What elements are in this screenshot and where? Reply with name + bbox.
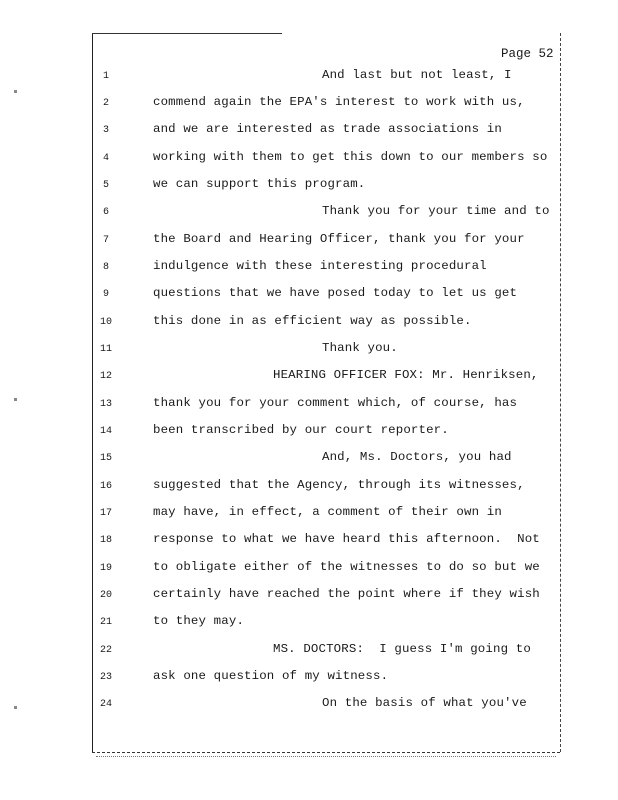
transcript-line [0, 669, 618, 689]
transcript-line [0, 341, 618, 361]
line-text: been transcribed by our court reporter. [153, 423, 449, 437]
transcript-line [0, 204, 618, 224]
line-number: 20 [99, 590, 112, 601]
line-number: 6 [102, 207, 109, 218]
transcript-line [0, 696, 618, 716]
line-number: 12 [99, 371, 112, 382]
line-number: 18 [99, 535, 112, 546]
transcript-line [0, 423, 618, 443]
transcript-line [0, 314, 618, 334]
line-text: we can support this program. [153, 177, 366, 191]
line-text: this done in as efficient way as possible. [153, 314, 472, 328]
line-number: 15 [99, 453, 112, 464]
transcript-line [0, 532, 618, 552]
transcript-line [0, 177, 618, 197]
transcript-line [0, 150, 618, 170]
transcript-line [0, 232, 618, 252]
line-text: Thank you for your time and to [322, 204, 550, 218]
line-text: to they may. [153, 614, 245, 628]
line-text: response to what we have heard this afternoon. Not [153, 532, 540, 546]
transcript-line [0, 95, 618, 115]
transcript-line [0, 505, 618, 525]
line-text: ask one question of my witness. [153, 669, 389, 683]
line-number: 21 [99, 617, 112, 628]
line-number: 3 [102, 125, 109, 136]
scan-speck [14, 90, 17, 93]
line-text: working with them to get this down to our members so [153, 150, 548, 164]
transcript-line [0, 368, 618, 388]
line-number: 9 [102, 289, 109, 300]
page-number: Page 52 [501, 47, 554, 61]
line-number: 7 [102, 235, 109, 246]
bottom-rule-secondary [96, 756, 556, 757]
transcript-line [0, 286, 618, 306]
line-number: 13 [99, 399, 112, 410]
line-number: 10 [99, 317, 112, 328]
line-number: 5 [102, 180, 109, 191]
line-number: 2 [102, 98, 109, 109]
line-text: and we are interested as trade associations in [153, 122, 502, 136]
top-rule [92, 33, 282, 34]
line-number: 4 [102, 153, 109, 164]
line-text: suggested that the Agency, through its witnesses, [153, 478, 525, 492]
line-number: 23 [99, 672, 112, 683]
line-number: 19 [99, 563, 112, 574]
line-text: thank you for your comment which, of course, has [153, 396, 518, 410]
transcript-line [0, 614, 618, 634]
transcript-line [0, 450, 618, 470]
bottom-rule [92, 752, 560, 753]
line-text: may have, in effect, a comment of their own in [153, 505, 502, 519]
line-text: commend again the EPA's interest to work with us, [153, 95, 525, 109]
transcript-line [0, 478, 618, 498]
line-text: Thank you. [322, 341, 398, 355]
line-text: certainly have reached the point where if they wish [153, 587, 540, 601]
transcript-line [0, 259, 618, 279]
line-number: 1 [102, 71, 109, 82]
line-text: And, Ms. Doctors, you had [322, 450, 512, 464]
line-number: 22 [99, 645, 112, 656]
line-number: 16 [99, 481, 112, 492]
line-text: On the basis of what you've [322, 696, 527, 710]
line-text: to obligate either of the witnesses to do so but we [153, 560, 540, 574]
line-text: questions that we have posed today to let us get [153, 286, 518, 300]
line-number: 11 [99, 344, 112, 355]
line-text: And last but not least, I [322, 68, 512, 82]
transcript-line [0, 642, 618, 662]
line-text: MS. DOCTORS: I guess I'm going to [273, 642, 531, 656]
line-number: 14 [99, 426, 112, 437]
transcript-line [0, 560, 618, 580]
line-number: 8 [102, 262, 109, 273]
line-text: HEARING OFFICER FOX: Mr. Henriksen, [273, 368, 539, 382]
transcript-line [0, 587, 618, 607]
transcript-line [0, 396, 618, 416]
line-text: the Board and Hearing Officer, thank you for your [153, 232, 525, 246]
transcript-line [0, 122, 618, 142]
line-number: 17 [99, 508, 112, 519]
transcript-line [0, 68, 618, 88]
line-text: indulgence with these interesting procedural [153, 259, 487, 273]
line-number: 24 [99, 699, 112, 710]
